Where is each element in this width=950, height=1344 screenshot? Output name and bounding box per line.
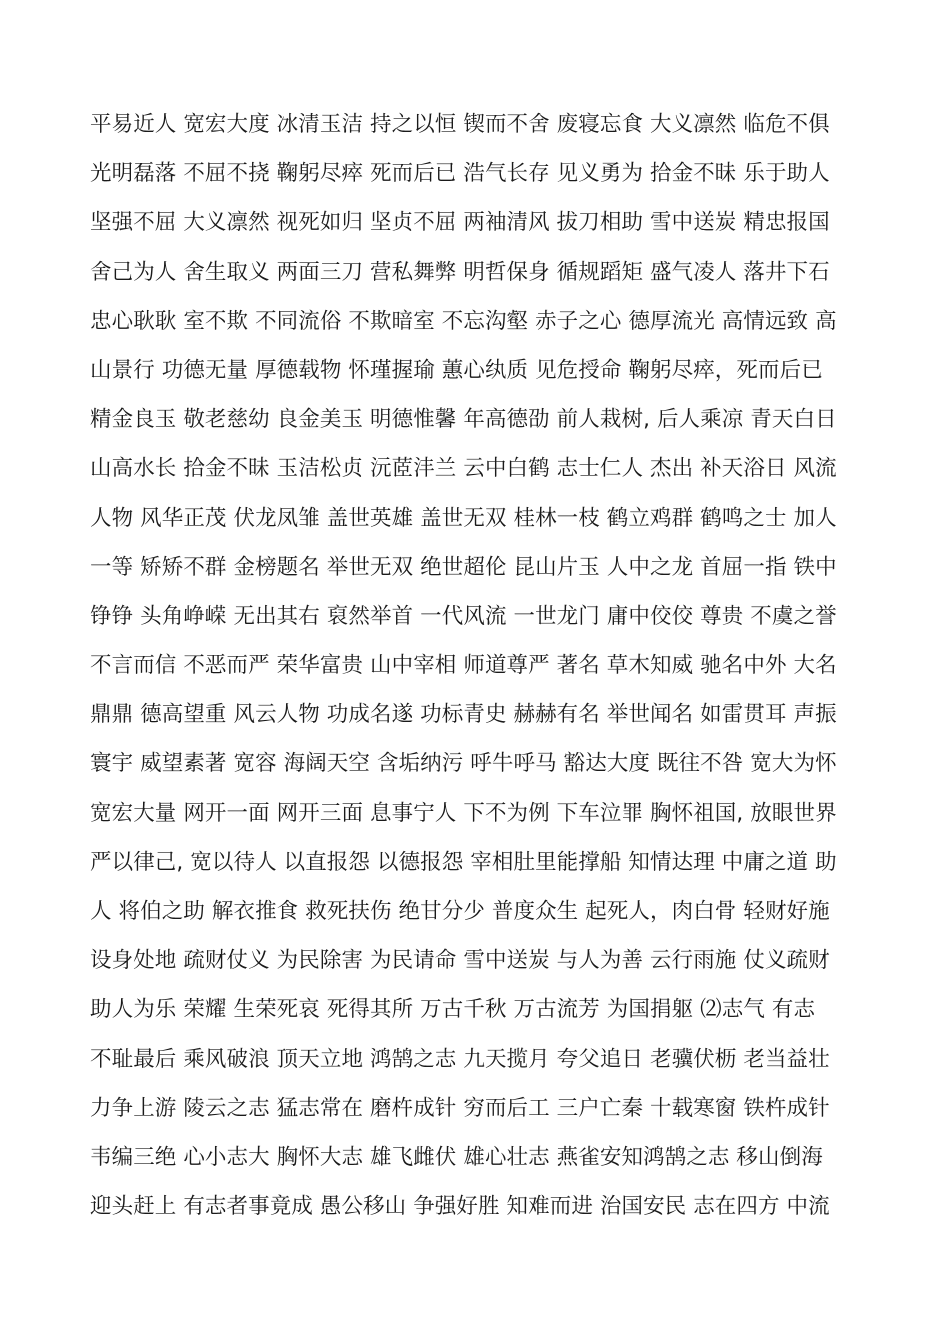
text-line: 设身处地 疏财仗义 为民除害 为民请命 雪中送炭 与人为善 云行雨施 仗义疏财 (90, 948, 830, 974)
text-line: 忠心耿耿 室不欺 不同流俗 不欺暗室 不忘沟壑 赤子之心 德厚流光 高情远致 高 (90, 308, 837, 334)
text-line: 人物 风华正茂 伏龙凤雏 盖世英雄 盖世无双 桂林一枝 鹤立鸡群 鹤鸣之士 加人 (90, 505, 837, 531)
text-line: 坚强不屈 大义凛然 视死如归 坚贞不屈 两袖清风 拔刀相助 雪中送炭 精忠报国 (90, 210, 830, 236)
text-line: 光明磊落 不屈不挠 鞠躬尽瘁 死而后已 浩气长存 见义勇为 拾金不昧 乐于助人 (90, 161, 830, 187)
text-line: 不言而信 不恶而严 荣华富贵 山中宰相 师道尊严 著名 草木知威 驰名中外 大名 (90, 653, 837, 679)
text-line: 严以律己, 宽以待人 以直报怨 以德报怨 宰相肚里能撑船 知情达理 中庸之道 助 (90, 849, 837, 875)
text-line: 平易近人 宽宏大度 冰清玉洁 持之以恒 锲而不舍 废寝忘食 大义凛然 临危不俱 (90, 112, 830, 137)
text-line: 韦编三绝 心小志大 胸怀大志 雄飞雌伏 雄心壮志 燕雀安知鸿鹄之志 移山倒海 (90, 1144, 823, 1170)
text-line: 寰宇 威望素著 宽容 海阔天空 含垢纳污 呼牛呼马 豁达大度 既往不咎 宽大为怀 (90, 751, 837, 777)
text-line: 迎头赶上 有志者事竟成 愚公移山 争强好胜 知难而进 治国安民 志在四方 中流 (90, 1194, 830, 1220)
text-line: 山景行 功德无量 厚德载物 怀瑾握瑜 蕙心纨质 见危授命 鞠躬尽瘁，死而后已 (90, 357, 823, 383)
text-line: 一等 矫矫不群 金榜题名 举世无双 绝世超伦 昆山片玉 人中之龙 首屈一指 铁中 (90, 554, 837, 580)
text-line: 不耻最后 乘风破浪 顶天立地 鸿鹄之志 九天揽月 夸父追日 老骥伏枥 老当益壮 (90, 1046, 830, 1072)
text-line: 铮铮 头角峥嵘 无出其右 裒然举首 一代风流 一世龙门 庸中佼佼 尊贵 不虞之誉 (90, 603, 837, 629)
text-line: 人 将伯之助 解衣推食 救死扶伤 绝甘分少 普度众生 起死人，肉白骨 轻财好施 (90, 899, 830, 924)
text-line: 精金良玉 敬老慈幼 良金美玉 明德惟馨 年高德劭 前人栽树, 后人乘凉 青天白日 (90, 407, 837, 433)
text-line: 山高水长 拾金不昧 玉洁松贞 沅茝沣兰 云中白鹤 志士仁人 杰出 补天浴日 风流 (90, 456, 837, 482)
text-line: 宽宏大量 网开一面 网开三面 息事宁人 下不为例 下车泣罪 胸怀祖国, 放眼世界 (90, 800, 837, 826)
text-line: 力争上游 陵云之志 猛志常在 磨杵成针 穷而后工 三户亡秦 十载寒窗 铁杵成针 (90, 1095, 830, 1121)
text-line: 舍己为人 舍生取义 两面三刀 营私舞弊 明哲保身 循规蹈矩 盛气凌人 落井下石 (90, 259, 830, 285)
document-body (90, 100, 870, 1231)
text-line: 鼎鼎 德高望重 风云人物 功成名遂 功标青史 赫赫有名 举世闻名 如雷贯耳 声振 (90, 702, 837, 728)
text-line: 助人为乐 荣耀 生荣死哀 死得其所 万古千秋 万古流芳 为国捐躯 ⑵志气 有志 (90, 997, 816, 1023)
